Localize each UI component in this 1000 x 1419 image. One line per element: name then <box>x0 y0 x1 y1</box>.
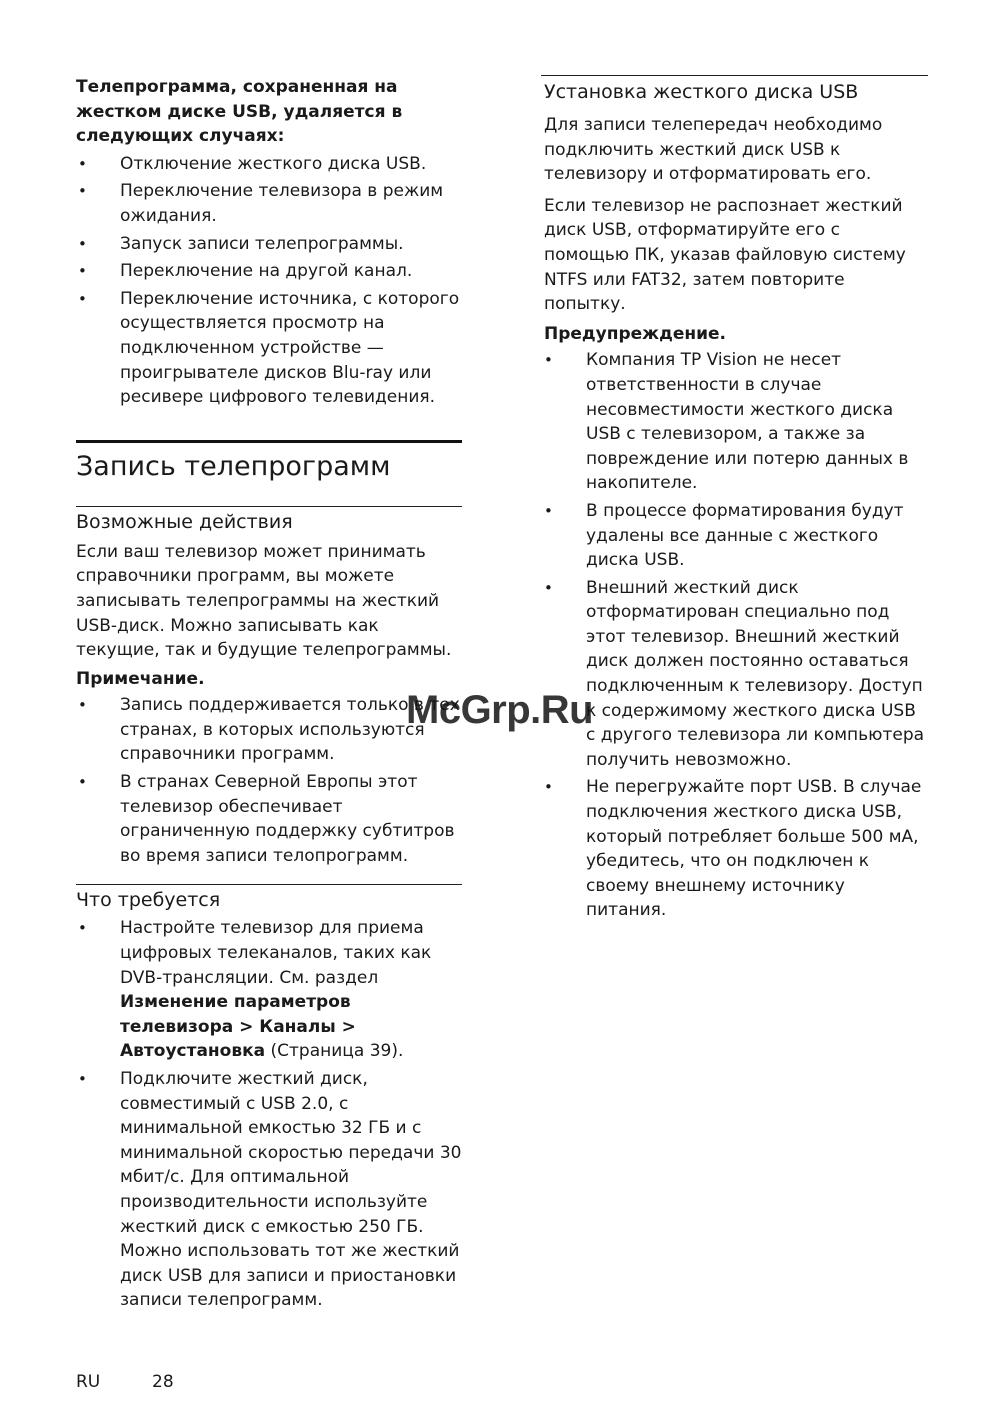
subsection-divider <box>76 506 462 507</box>
note-list <box>76 693 462 868</box>
subsection-divider <box>76 884 462 885</box>
list-item: • Внешний жесткий диск отформатирован специально под этот телевизор. Внешний жесткий диск должен постоянно оставаться подключенным к телевизору. Доступ к содержимому жесткого диска USB с другого телевизора ли компьютера получить невозможно. <box>542 576 929 773</box>
settings-reference: Изменение параметров телевизора > Каналы > Автоустановка <box>120 992 356 1062</box>
right-column <box>541 0 929 923</box>
list-item: • Запуск записи телепрограммы. <box>76 232 462 257</box>
possible-actions-title: Возможные действия <box>76 510 293 533</box>
page-reference: (Страница 39). <box>270 1041 404 1062</box>
left-column <box>76 0 462 1313</box>
requirements-list <box>76 916 462 1313</box>
list-item: • Переключение на другой канал. <box>76 259 462 284</box>
list-item: • Не перегружайте порт USB. В случае подключения жесткого диска USB, который потребляет больше 500 мА, убедитесь, что он подключен к своему внешнему источнику питания. <box>542 775 929 923</box>
list-item <box>76 916 462 1064</box>
list-item: • Подключите жесткий диск, совместимый с USB 2.0, с минимальной емкостью 32 ГБ и с минимальной скоростью передачи 30 мбит/с. Для оптимальной производительности используйте жесткий диск с емкостью 250 ГБ. Можно использовать тот же жесткий диск USB для записи и приостановки записи телепрограмм. <box>76 1067 462 1313</box>
section-title: Запись телепрограмм <box>76 450 391 482</box>
section-divider <box>76 440 462 443</box>
requirement-text: Настройте телевизор для приема цифровых телеканалов, таких как DVB-трансляции. См. раздел <box>120 918 432 988</box>
list-item: • Запись поддерживается только в тех странах, в которых используются справочники программ. <box>76 693 462 767</box>
warning-label: Предупреждение. <box>544 323 727 344</box>
list-item: • Переключение источника, с которого осуществляется просмотр на подключенном устройстве — проигрывателе дисков Blu-ray или ресивере цифрового телевидения. <box>76 287 462 410</box>
list-item: • Компания TP Vision не несет ответственности в случае несовместимости жесткого диска USB с телевизором, а также за повреждение или потерю данных в накопителе. <box>542 348 929 496</box>
usb-install-para2: Если телевизор не распознает жесткий диск USB, отформатируйте его с помощью ПК, указав файловую систему NTFS или FAT32, затем повторите попытку. <box>544 195 906 315</box>
intro-list <box>76 152 462 410</box>
subsection-divider <box>541 75 928 76</box>
intro-heading: Телепрограмма, сохраненная на жестком диске USB, удаляется в следующих случаях: <box>76 77 403 147</box>
usb-install-para1: Для записи телепередач необходимо подключить жесткий диск USB к телевизору и отформатировать его. <box>544 115 883 185</box>
warning-list <box>541 348 929 923</box>
note-label: Примечание. <box>76 668 205 689</box>
possible-actions-text: Если ваш телевизор может принимать справочники программ, вы можете записывать телепрограммы на жесткий USB-диск. Можно записывать как текущие, так и будущие телепрограммы. <box>76 541 452 661</box>
page-footer <box>76 1372 174 1392</box>
watermark: McGrp.Ru <box>406 688 594 732</box>
list-item: • Отключение жесткого диска USB. <box>76 152 462 177</box>
requirements-title: Что требуется <box>76 889 221 912</box>
page-number: 28 <box>152 1372 174 1392</box>
language-code: RU <box>76 1372 101 1392</box>
list-item: • Переключение телевизора в режим ожидания. <box>76 179 462 228</box>
list-item: • В странах Северной Европы этот телевизор обеспечивает ограниченную поддержку субтитров во время записи телопрограмм. <box>76 770 462 868</box>
list-item: • В процессе форматирования будут удалены все данные с жесткого диска USB. <box>542 499 929 573</box>
usb-install-title: Установка жесткого диска USB <box>544 81 859 103</box>
